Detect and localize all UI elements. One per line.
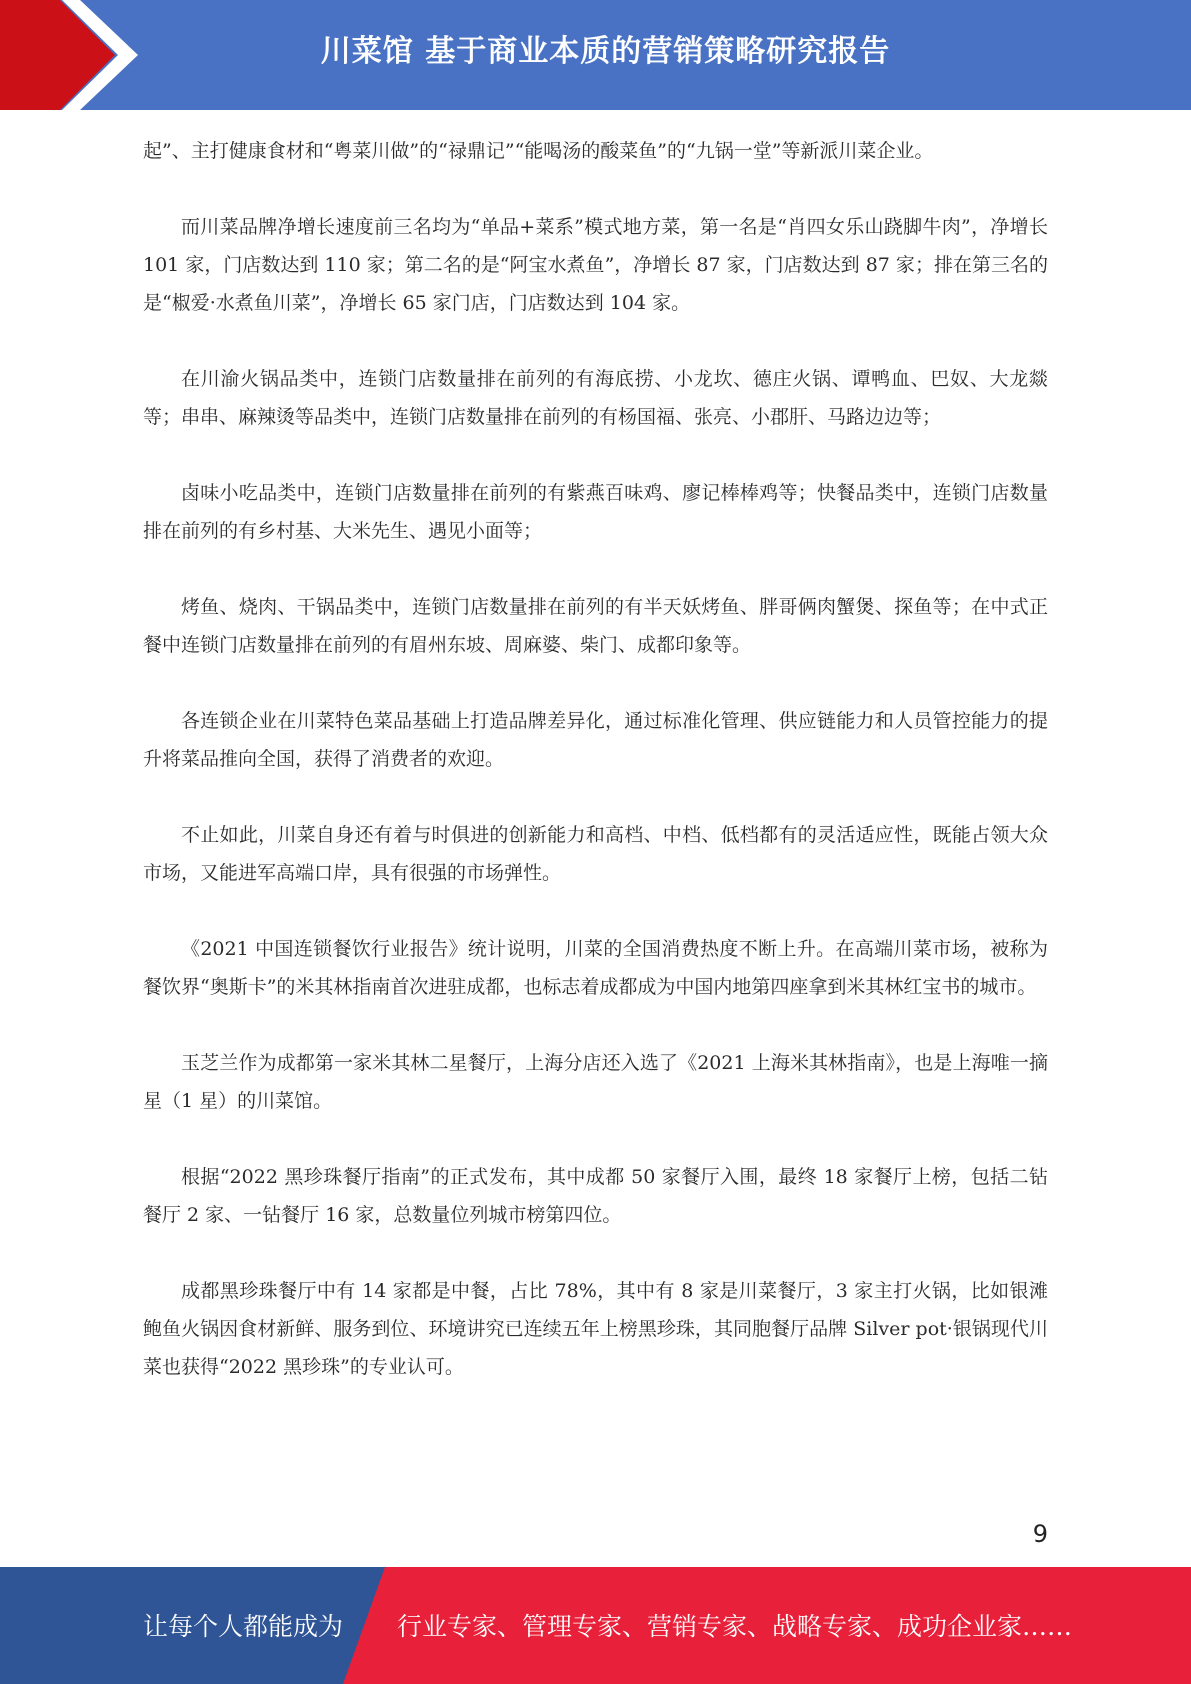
- paragraph: 烤鱼、烧肉、干锅品类中，连锁门店数量排在前列的有半天妖烤鱼、胖哥俩肉蟹煲、探鱼等；在中式正餐中连锁门店数量排在前列的有眉州东坡、周麻婆、柴门、成都印象等。: [143, 596, 1048, 656]
- paragraph: 《2021 中国连锁餐饮行业报告》统计说明，川菜的全国消费热度不断上升。在高端川菜市场，被称为餐饮界“奥斯卡”的米其林指南首次进驻成都，也标志着成都成为中国内地第四座拿到米其林红宝书的城市。: [143, 938, 1048, 998]
- paragraph: 卤味小吃品类中，连锁门店数量排在前列的有紫燕百味鸡、廖记棒棒鸡等；快餐品类中，连锁门店数量排在前列的有乡村基、大米先生、遇见小面等；: [143, 482, 1048, 542]
- header-band: [0, 0, 1191, 110]
- paragraph: 成都黑珍珠餐厅中有 14 家都是中餐，占比 78%，其中有 8 家是川菜餐厅，3 家主打火锅，比如银滩鲍鱼火锅因食材新鲜、服务到位、环境讲究已连续五年上榜黑珍珠，其同胞餐厅品牌 Silver pot·银锅现代川菜也获得“2022 黑珍珠”的专业认可。: [143, 1280, 1048, 1378]
- footer-slogan-left: 让每个人都能成为: [143, 1612, 344, 1641]
- footer-slogan-right: 行业专家、管理专家、营销专家、战略专家、成功企业家……: [397, 1612, 1073, 1641]
- paragraph: 玉芝兰作为成都第一家米其林二星餐厅，上海分店还入选了《2021 上海米其林指南》，也是上海唯一摘星（1 星）的川菜馆。: [143, 1052, 1048, 1112]
- body-text: [143, 132, 1048, 1424]
- paragraph: 各连锁企业在川菜特色菜品基础上打造品牌差异化，通过标准化管理、供应链能力和人员管控能力的提升将菜品推向全国，获得了消费者的欢迎。: [143, 710, 1048, 770]
- footer-band: [0, 1567, 1191, 1684]
- paragraph: 而川菜品牌净增长速度前三名均为“单品+菜系”模式地方菜，第一名是“肖四女乐山跷脚牛肉”，净增长 101 家，门店数达到 110 家；第二名的是“阿宝水煮鱼”，净增长 87 家，门店数达到 87 家；排在第三名的是“椒爱·水煮鱼川菜”，净增长 65 家门店，门店数达到 104 家。: [143, 216, 1048, 314]
- paragraph: 起”、主打健康食材和“粤菜川做”的“禄鼎记”“能喝汤的酸菜鱼”的“九锅一堂”等新派川菜企业。: [143, 140, 934, 162]
- paragraph: 根据“2022 黑珍珠餐厅指南”的正式发布，其中成都 50 家餐厅入围，最终 18 家餐厅上榜，包括二钻餐厅 2 家、一钻餐厅 16 家，总数量位列城市榜第四位。: [143, 1166, 1048, 1226]
- paragraph: 在川渝火锅品类中，连锁门店数量排在前列的有海底捞、小龙坎、德庄火锅、谭鸭血、巴奴、大龙燚等；串串、麻辣烫等品类中，连锁门店数量排在前列的有杨国福、张亮、小郡肝、马路边边等；: [143, 368, 1048, 428]
- page-number: 9: [1032, 1520, 1048, 1548]
- report-title: 川菜馆 基于商业本质的营销策略研究报告: [320, 34, 891, 69]
- paragraph: 不止如此，川菜自身还有着与时俱进的创新能力和高档、中档、低档都有的灵活适应性，既能占领大众市场，又能进军高端口岸，具有很强的市场弹性。: [143, 824, 1048, 884]
